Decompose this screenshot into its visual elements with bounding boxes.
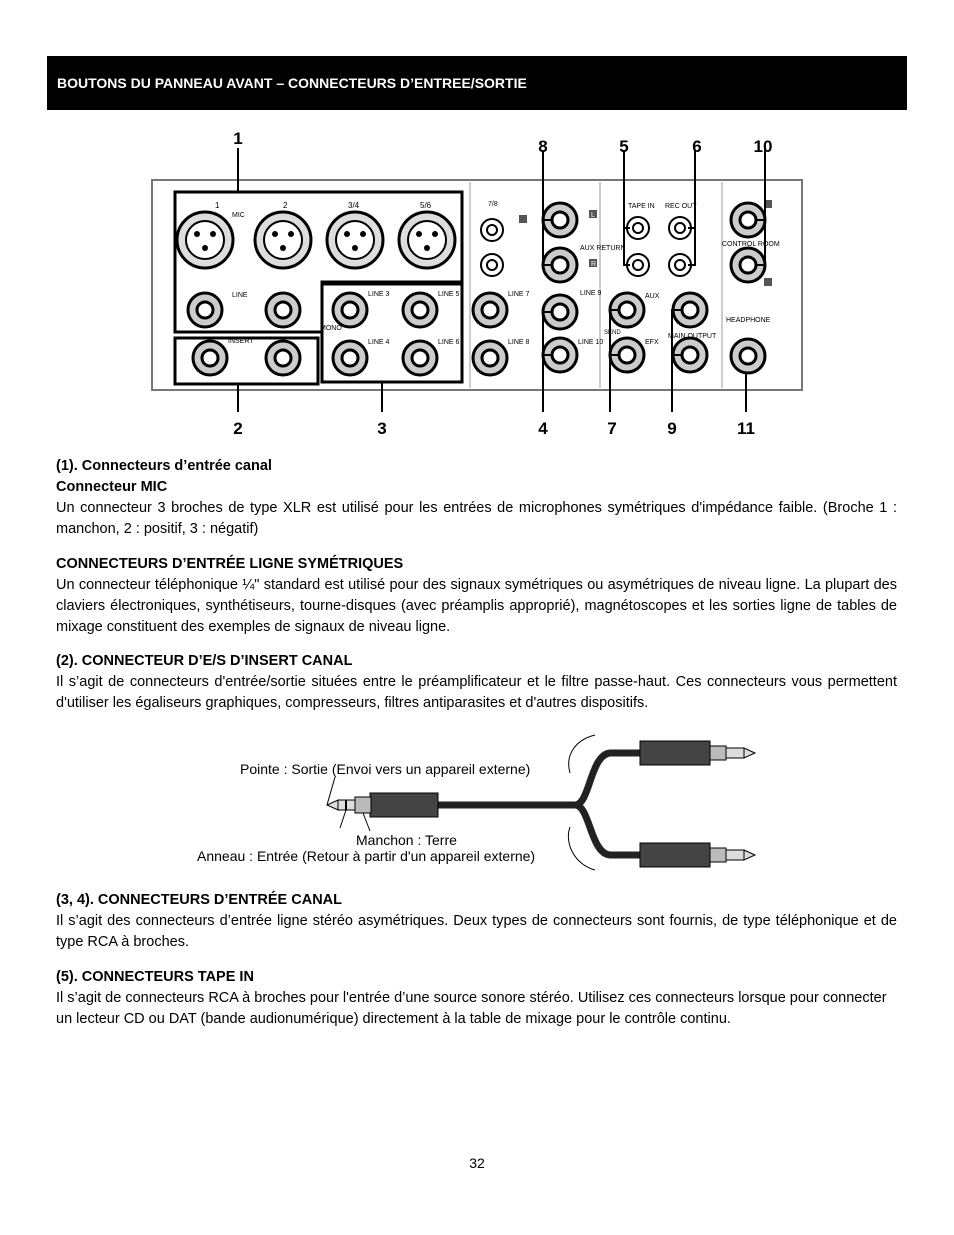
callout-3: 3	[377, 419, 387, 438]
label-mic: MIC	[232, 212, 245, 219]
arrow-send	[569, 735, 595, 773]
callout-11: 11	[737, 419, 755, 438]
label-line5: LINE 5	[438, 291, 460, 298]
section-1-subheading: Connecteur MIC	[56, 479, 168, 495]
section-5-body: Il s’agit de connecteurs RCA à broches pour l'entrée d’une source sonore stéréo. Utilisez ces connecteurs lorsque pour connecter un lecteur CD ou DAT (bande audionumérique) directement à la table de mixage pour le contrôle continu.	[56, 990, 887, 1027]
cable-label-sleeve: Manchon : Terre	[356, 832, 457, 848]
insert-cable-diagram	[190, 725, 770, 880]
label-line: LINE	[232, 292, 248, 299]
label-insert: INSERT	[228, 338, 254, 345]
callout-2: 2	[233, 419, 243, 438]
label-headphone: HEADPHONE	[726, 317, 771, 324]
label-line3: LINE 3	[368, 291, 390, 298]
label-ch2: 2	[283, 201, 288, 210]
cable-label-ring: Anneau : Entrée (Retour à partir d'un appareil externe)	[197, 848, 536, 864]
section-4-body: Il s’agit des connecteurs d’entrée ligne stéréo asymétriques. Deux types de connecteurs sont fournis, de type téléphonique et de type RCA à broches.	[56, 913, 897, 950]
section-2-heading: CONNECTEURS D’ENTRÉE LIGNE SYMÉTRIQUES	[56, 556, 404, 572]
xlr-connector-3-4	[327, 212, 383, 268]
callout-4: 4	[538, 419, 548, 438]
label-control-room: CONTROL ROOM	[722, 241, 780, 248]
pointer-sleeve	[363, 813, 370, 831]
xlr-connector-5-6	[399, 212, 455, 268]
badge-l: L	[591, 212, 595, 219]
front-panel-diagram	[140, 120, 820, 445]
label-rec-out: REC OUT	[665, 203, 697, 210]
section-4-heading: (3, 4). CONNECTEURS D’ENTRÉE CANAL	[56, 892, 342, 908]
label-ch34: 3/4	[348, 201, 360, 210]
section-4	[56, 890, 897, 953]
label-aux: AUX	[645, 293, 660, 300]
label-line8: LINE 8	[508, 339, 530, 346]
callout-9: 9	[667, 419, 677, 438]
label-line7: LINE 7	[508, 291, 530, 298]
section-1-body: Un connecteur 3 broches de type XLR est utilisé pour les entrées de microphones symétriques d'impédance faible. (Broche 1 : manchon, 2 : positif, 3 : négatif)	[56, 500, 897, 537]
label-mono: MONO	[320, 325, 342, 332]
section-1	[56, 456, 897, 540]
section-3-body: Il s’agit de connecteurs d'entrée/sortie situées entre le préamplificateur et le filtre passe-haut. Ces connecteurs vous permettent d'utiliser les égaliseurs graphiques, compresseurs, filtres antiparasites et d'autres dispositifs.	[56, 674, 897, 711]
trs-plug-left	[327, 793, 438, 817]
ts-plug-bottom	[640, 843, 755, 867]
callout-8: 8	[538, 137, 548, 156]
section-header-title: BOUTONS DU PANNEAU AVANT – CONNECTEURS D’ENTREE/SORTIE	[57, 75, 527, 91]
section-2-body: Un connecteur téléphonique ¼" standard est utilisé pour des signaux symétriques ou asymétriques de niveau ligne. La plupart des claviers électroniques, synthétiseurs, tourne-disques (avec préamplis approprié), magnétoscopes et les sorties ligne de tables de mixage constituent des exemples de signaux de niveau ligne.	[56, 577, 897, 635]
section-3	[56, 651, 897, 714]
section-1-heading: (1). Connecteurs d’entrée canal	[56, 458, 272, 474]
section-5	[56, 967, 897, 1030]
callout-7: 7	[607, 419, 617, 438]
label-main-output: MAIN OUTPUT	[668, 333, 717, 340]
label-line10: LINE 10	[578, 339, 604, 346]
label-ch56: 5/6	[420, 201, 432, 210]
label-tape-in: TAPE IN	[628, 203, 655, 210]
label-line6: LINE 6	[438, 339, 460, 346]
label-ch1: 1	[215, 201, 220, 210]
label-send: SEND	[604, 330, 621, 336]
label-line9: LINE 9	[580, 290, 602, 297]
page-number: 32	[469, 1155, 485, 1171]
label-ch78: 7/8	[488, 201, 498, 208]
badge-r: R	[591, 261, 597, 268]
section-header-bar	[47, 56, 907, 110]
cable-label-tip: Pointe : Sortie (Envoi vers un appareil externe)	[240, 761, 531, 777]
section-2	[56, 554, 897, 638]
xlr-connector-1	[177, 212, 233, 268]
label-line4: LINE 4	[368, 339, 390, 346]
cable-lower-branch	[575, 805, 640, 855]
ts-plug-top	[640, 741, 755, 765]
section-5-heading: (5). CONNECTEURS TAPE IN	[56, 969, 254, 985]
pointer-tip	[327, 777, 335, 805]
pointer-ring	[340, 810, 346, 828]
callout-1: 1	[233, 129, 243, 148]
callout-5: 5	[619, 137, 629, 156]
label-aux-return: AUX RETURN	[580, 245, 626, 252]
label-efx: EFX	[645, 339, 659, 346]
section-3-heading: (2). CONNECTEUR D’E/S D’INSERT CANAL	[56, 653, 353, 669]
callout-10: 10	[753, 137, 773, 156]
callout-6: 6	[692, 137, 702, 156]
xlr-connector-2	[255, 212, 311, 268]
